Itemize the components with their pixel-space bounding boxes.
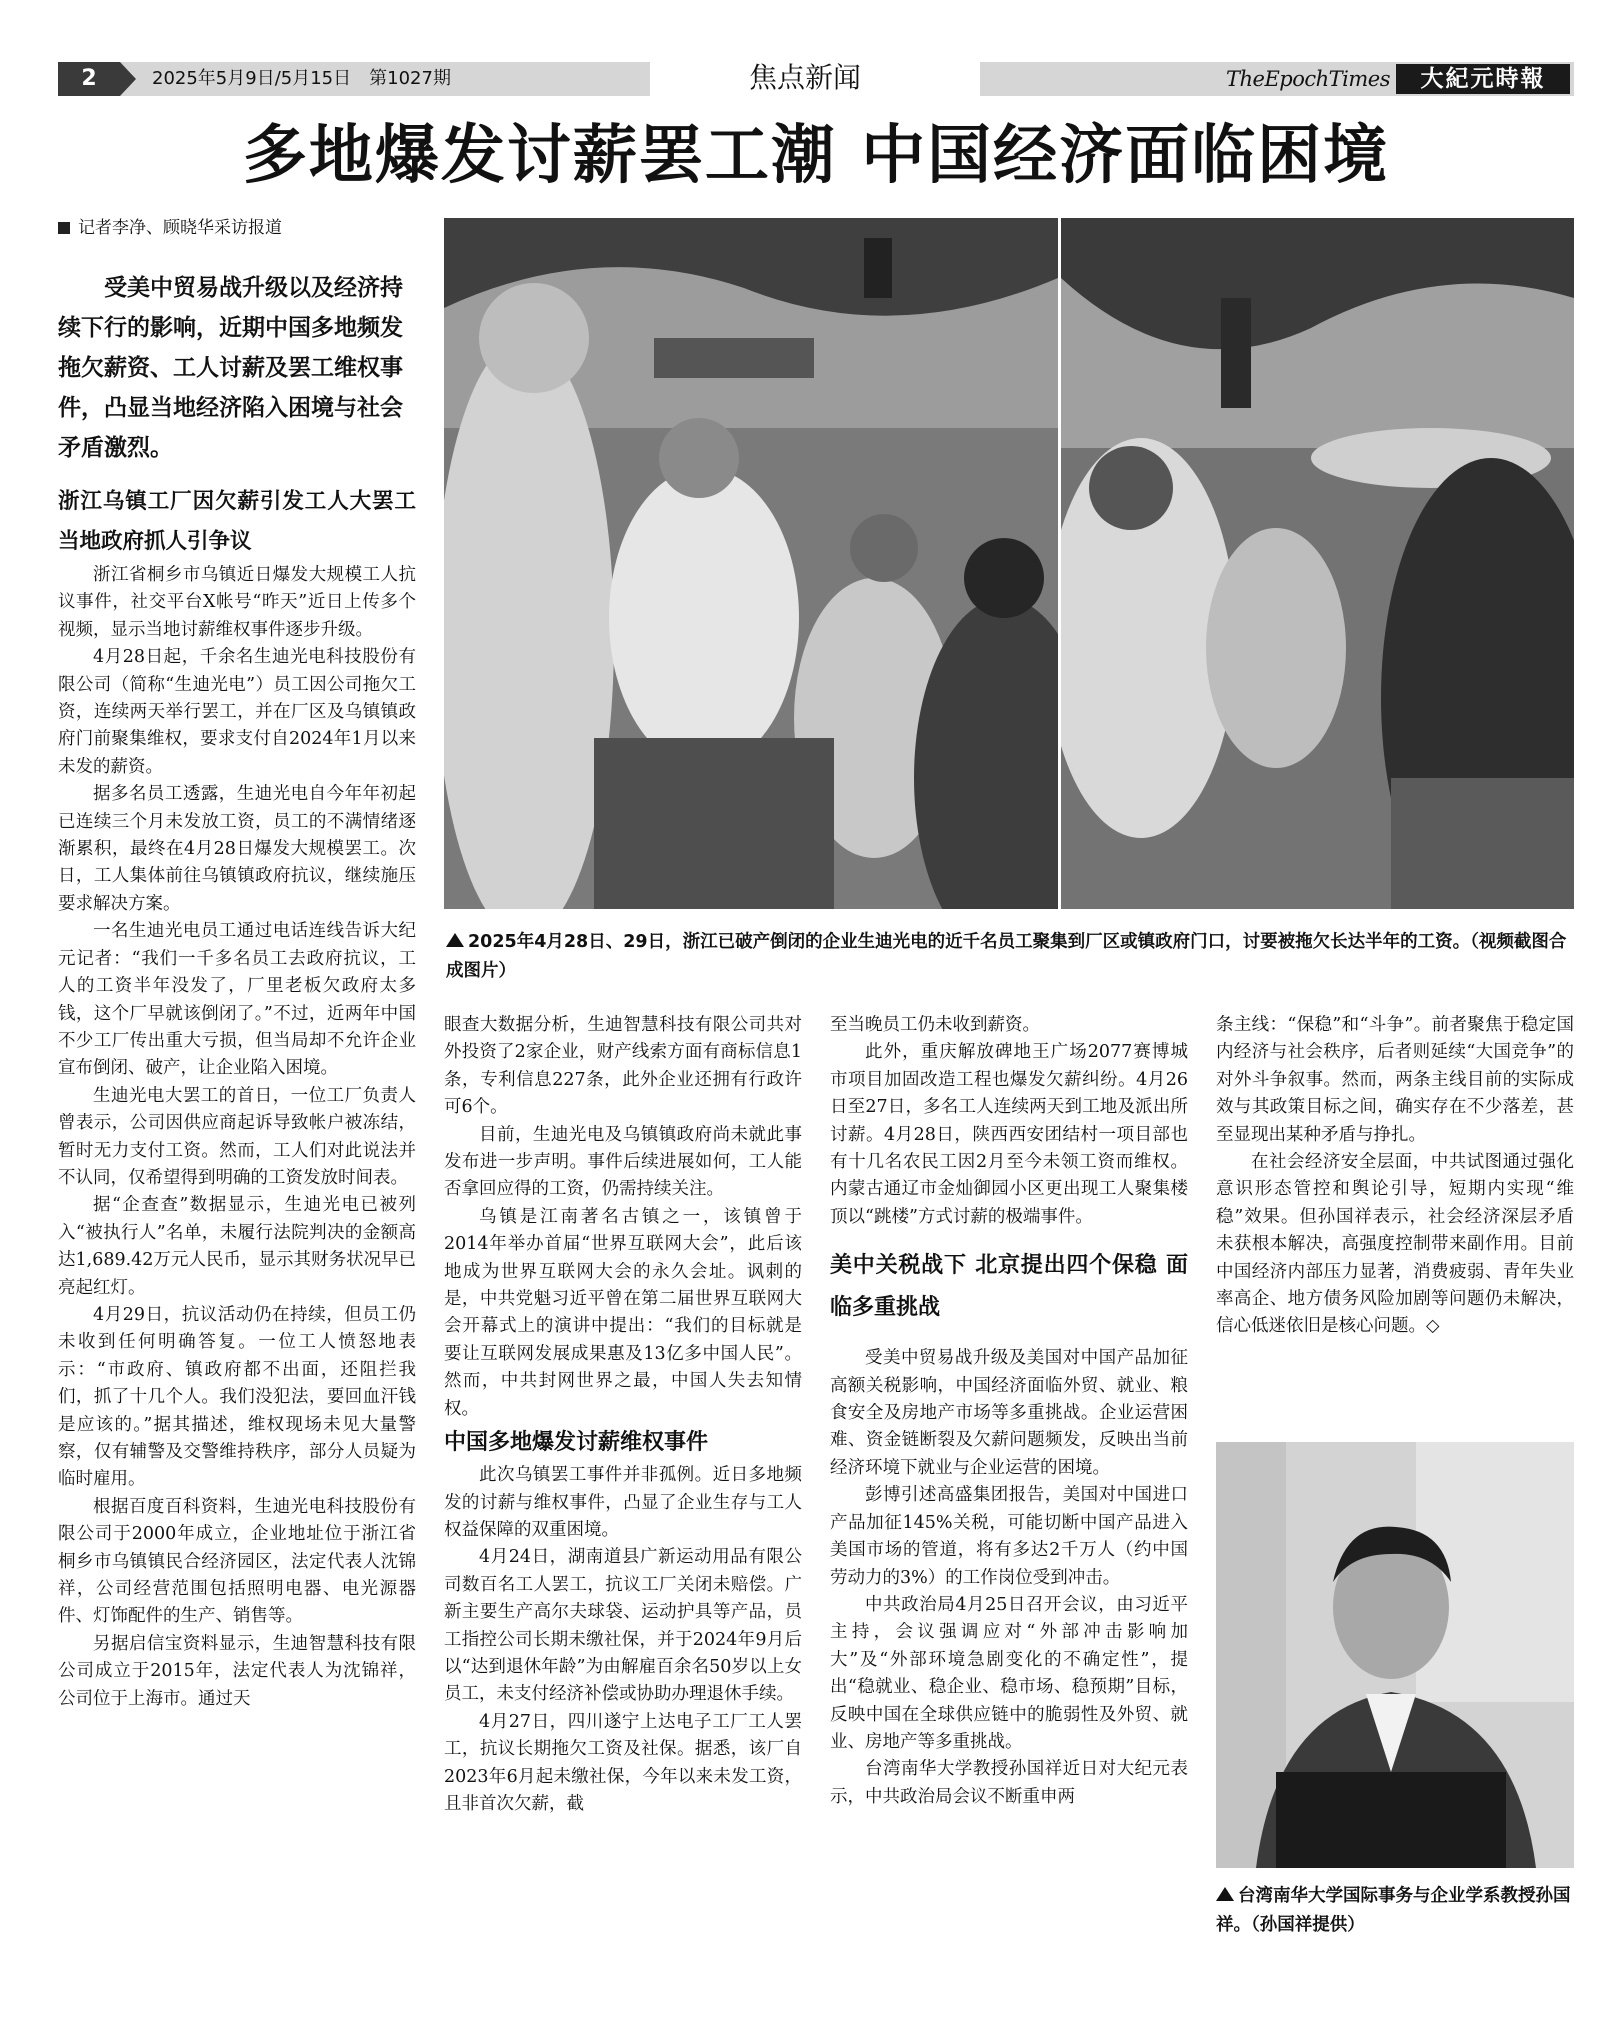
subhead-1: 浙江乌镇工厂因欠薪引发工人大罢工 当地政府抓人引争议	[58, 489, 416, 554]
photo-caption-text: 2025年4月28日、29日，浙江已破产倒闭的企业生迪光电的近千名员工聚集到厂区或镇政府门口，讨要被拖欠长达半年的工资。（视频截图合成图片）	[446, 932, 1567, 981]
protest-photo-left	[444, 218, 1058, 909]
protest-photo-left-image	[444, 218, 1058, 909]
paragraph: 受美中贸易战升级及美国对中国产品加征高额关税影响，中国经济面临外贸、就业、粮食安全及房地产市场等多重挑战。企业运营困难、资金链断裂及欠薪问题频发，反映出当前经济环境下就业与企业运营的困境。	[830, 1348, 1188, 1478]
paper-name-english: TheEpochTimes	[1225, 67, 1390, 91]
paragraph: 根据百度百科资料，生迪光电科技股份有限公司于2000年成立，企业地址位于浙江省桐乡市乌镇镇民合经济园区，法定代表人沈锦祥，公司经营范围包括照明电器、电光源器件、灯饰配件的生产、销售等。	[58, 1496, 416, 1627]
subhead-2: 中国多地爆发讨薪维权事件	[444, 1430, 709, 1456]
protest-photo-right	[1061, 218, 1574, 909]
paragraph: 据“企查查”数据显示，生迪光电已被列入“被执行人”名单，未履行法院判决的金额高达1,689.42万元人民币，显示其财务状况早已亮起红灯。	[58, 1195, 416, 1298]
paragraph: 4月29日，抗议活动仍在持续，但员工仍未收到任何明确答复。一位工人愤怒地表示：“市政府、镇政府都不出面，还阻拦我们，抓了十几个人。我们没犯法，要回血汗钱是应该的。”据其描述，维权现场未见大量警察，仅有辅警及交警维持秩序，部分人员疑为临时雇用。	[58, 1304, 416, 1490]
paragraph: 至当晚员工仍未收到薪资。	[830, 1015, 1040, 1035]
paragraph: 乌镇是江南著名古镇之一，该镇曾于2014年举办首届“世界互联网大会”，此后该地成为世界互联网大会的永久会址。讽刺的是，中共党魁习近平曾在第二届世界互联网大会开幕式上的演讲中提出：“我们的目标就是要让互联网发展成果惠及13亿多中国人民”。然而，中共封网世界之最，中国人失去知情权。	[444, 1206, 802, 1419]
paragraph: 据多名员工透露，生迪光电自今年年初起已连续三个月未发放工资，员工的不满情绪逐渐累积，最终在4月28日爆发大规模罢工。次日，工人集体前往乌镇镇政府抗议，继续施压要求解决方案。	[58, 784, 416, 914]
page-number: 2	[58, 62, 120, 96]
issue-date: 2025年5月9日/5月15日 第1027期	[152, 68, 451, 89]
section-title: 焦点新闻	[748, 61, 861, 94]
paragraph: 在社会经济安全层面，中共试图通过强化意识形态管控和舆论引导，短期内实现“维稳”效果。但孙国祥表示，社会经济深层矛盾未获根本解决，高强度控制带来副作用。目前中国经济内部压力显著，消费疲弱、青年失业率高企、地方债务风险加剧等问题仍未解决，信心低迷依旧是核心问题。◇	[1216, 1152, 1574, 1337]
paragraph: 眼查大数据分析，生迪智慧科技有限公司共对外投资了2家企业，财产线索方面有商标信息1条，专利信息227条，此外企业还拥有行政许可6个。	[444, 1015, 802, 1118]
paragraph: 4月27日，四川遂宁上达电子工厂工人罢工，抗议长期拖欠工资及社保。据悉，该厂自2023年6月起未缴社保，今年以来未发工资，且非首次欠薪，截	[444, 1711, 802, 1814]
portrait-photo	[1216, 1442, 1574, 1868]
paragraph: 生迪光电大罢工的首日，一位工厂负责人曾表示，公司因供应商起诉导致帐户被冻结，暂时无力支付工资。然而，工人们对此说法并不认同，仅希望得到明确的工资发放时间表。	[58, 1085, 416, 1188]
portrait-photo-image	[1216, 1442, 1574, 1868]
paragraph: 4月28日起，千余名生迪光电科技股份有限公司（简称“生迪光电”）员工因公司拖欠工资，连续两天举行罢工，并在厂区及乌镇镇政府门前聚集维权，要求支付自2024年1月以来未发的薪资。	[58, 647, 416, 777]
caption-triangle-icon	[446, 933, 464, 947]
protest-photo-right-image	[1061, 218, 1574, 909]
byline	[58, 216, 282, 240]
lead-paragraph: 受美中贸易战升级以及经济持续下行的影响，近期中国多地频发拖欠薪资、工人讨薪及罢工维权事件，凸显当地经济陷入困境与社会矛盾激烈。	[58, 275, 403, 461]
paragraph: 另据启信宝资料显示，生迪智慧科技有限公司成立于2015年，法定代表人为沈锦祥，公司位于上海市。通过天	[58, 1633, 416, 1709]
column-1	[58, 482, 416, 1713]
portrait-caption	[1216, 1882, 1574, 1940]
photo-caption	[446, 928, 1574, 986]
caption-triangle-icon	[1216, 1887, 1234, 1901]
paragraph: 浙江省桐乡市乌镇近日爆发大规模工人抗议事件，社交平台X帐号“昨天”近日上传多个视频，显示当地讨薪维权事件逐步升级。	[58, 565, 416, 640]
paragraph: 台湾南华大学教授孙国祥近日对大纪元表示，中共政治局会议不断重申两	[830, 1759, 1188, 1807]
paragraph: 目前，生迪光电及乌镇镇政府尚未就此事发布进一步声明。事件后续进展如何，工人能否拿回应得的工资，仍需持续关注。	[444, 1124, 802, 1200]
paragraph: 4月24日，湖南道县广新运动用品有限公司数百名工人罢工，抗议工厂关闭未赔偿。广新主要生产高尔夫球袋、运动护具等产品，员工指控公司长期未缴社保，并于2024年9月后以“达到退休年龄”为由解雇百余名50岁以上女员工，未支付经济补偿或协助办理退休手续。	[444, 1547, 802, 1705]
paragraph: 条主线：“保稳”和“斗争”。前者聚焦于稳定国内经济与社会秩序，后者则延续“大国竞争”的对外斗争叙事。然而，两条主线目前的实际成效与其政策目标之间，确实存在不少落差，甚至显现出某种矛盾与挣扎。	[1216, 1015, 1574, 1145]
column-3	[830, 1012, 1188, 1811]
column-4	[1216, 1012, 1574, 1341]
paragraph: 彭博引述高盛集团报告，美国对中国进口产品加征145%关税，可能切断中国产品进入美国市场的管道，将有多达2千万人（约中国劳动力的3%）的工作岗位受到冲击。	[830, 1485, 1188, 1588]
paragraph: 一名生迪光电员工通过电话连线告诉大纪元记者：“我们一千多名员工去政府抗议，工人的工资半年没发了，厂里老板欠政府太多钱，这个厂早就该倒闭了。”不过，近两年中国不少工厂传出重大亏损，但当局却不允许企业宣布倒闭、破产，让企业陷入困境。	[58, 921, 416, 1079]
headline: 多地爆发讨薪罢工潮 中国经济面临困境	[242, 119, 1390, 193]
paragraph: 中共政治局4月25日召开会议，由习近平主持，会议强调应对“外部冲击影响加大”及“外部环境急剧变化的不确定性”，提出“稳就业、稳企业、稳市场、稳预期”目标，反映中国在全球供应链中的脆弱性及外贸、就业、房地产等多重挑战。	[830, 1594, 1188, 1752]
paper-name-chinese: 大紀元時報	[1396, 64, 1570, 94]
byline-text: 记者李净、顾晓华采访报道	[78, 218, 282, 238]
paragraph: 此次乌镇罢工事件并非孤例。近日多地频发的讨薪与维权事件，凸显了企业生存与工人权益保障的双重困境。	[444, 1465, 802, 1540]
square-bullet-icon	[58, 222, 70, 234]
portrait-caption-text: 台湾南华大学国际事务与企业学系教授孙国祥。（孙国祥提供）	[1216, 1886, 1571, 1935]
column-2	[444, 1012, 802, 1818]
subhead-3: 美中关税战下 北京提出四个保稳 面临多重挑战	[830, 1253, 1188, 1321]
paragraph: 此外，重庆解放碑地王广场2077赛博城市项目加固改造工程也爆发欠薪纠纷。4月26日至27日，多名工人连续两天到工地及派出所讨薪。4月28日，陕西西安团结村一项目部也有十几名农民工因2月至今未领工资而维权。内蒙古通辽市金灿御园小区更出现工人聚集楼顶以“跳楼”方式讨薪的极端事件。	[830, 1042, 1188, 1227]
